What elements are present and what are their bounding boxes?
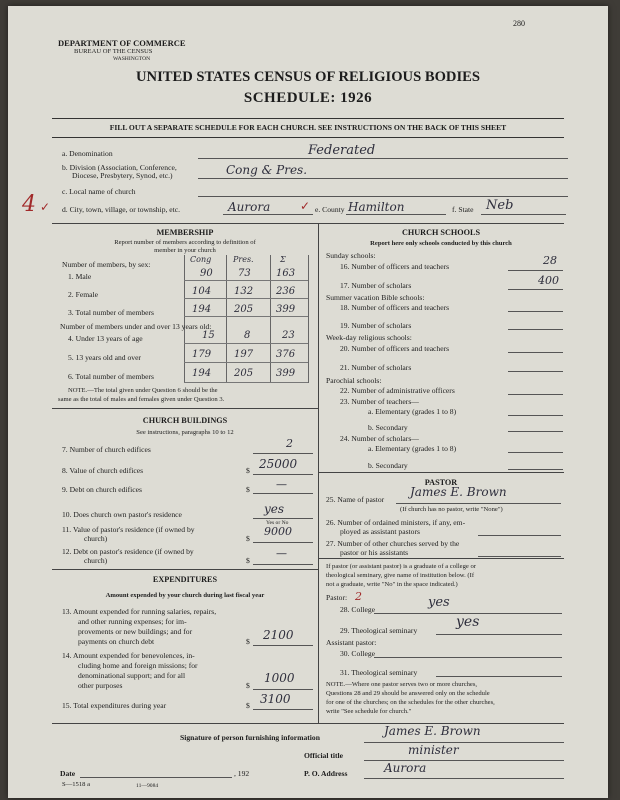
q15-label: 15. Total expenditures during year [62, 701, 167, 710]
county-label: e. County [315, 205, 345, 214]
denomination-label: a. Denomination [62, 149, 113, 158]
q25-value: James E. Brown [410, 485, 507, 499]
q14-dollar: $ [246, 681, 250, 690]
signature-value: James E. Brown [384, 724, 481, 738]
col-pres-header: Pres. [233, 255, 254, 264]
q17-label: 17. Number of scholars [340, 281, 412, 290]
q24-label: 24. Number of scholars— [340, 434, 419, 443]
age-line-label: Number of members under and over 13 years old: [60, 322, 212, 331]
q12-label: 12. Debt on pastor's residence (if owned by [62, 547, 194, 556]
q21-label: 21. Number of scholars [340, 363, 412, 372]
q10-value: yes [264, 502, 285, 516]
parochial-schools-label: Parochial schools: [326, 376, 382, 385]
q5-label: 5. 13 years old and over [68, 353, 141, 362]
q7-value: 2 [286, 437, 293, 450]
bureau: BUREAU OF THE CENSUS [74, 48, 153, 55]
q11-label-2: church) [84, 534, 108, 543]
graduate-instruction-2: theological seminary, give name of institution below. (If [326, 572, 475, 579]
q14-value: 1000 [264, 671, 295, 685]
q2-pres: 132 [234, 286, 254, 297]
q2-label: 2. Female [68, 290, 98, 299]
pastor-note-4: write "See schedule for church." [326, 708, 412, 715]
denomination-value: Federated [308, 143, 376, 158]
q11-label: 11. Value of pastor's residence (if owned by [62, 525, 195, 534]
q13-line-3: provements or new buildings; and for [78, 627, 193, 636]
q10-label: 10. Does church own pastor's residence [62, 510, 182, 519]
q28-value: yes [428, 595, 450, 610]
q14-line-2: cluding home and foreign missions; for [78, 661, 198, 670]
date-label: Date [60, 769, 76, 778]
membership-heading: MEMBERSHIP [156, 228, 214, 237]
q26-label: 26. Number of ordained ministers, if any, em- [326, 518, 466, 527]
city-label: d. City, town, village, or township, etc. [62, 205, 181, 214]
checkmark-icon: ✓ [300, 199, 311, 213]
yes-no-hint: Yes or No [266, 520, 289, 526]
q14-line-1: 14. Amount expended for benevolences, in- [62, 651, 195, 660]
summer-schools-label: Summer vacation Bible schools: [326, 293, 425, 302]
q2-total: 236 [276, 286, 296, 297]
membership-intro-2: member in your church [154, 247, 216, 254]
pastor-mark: 2 [355, 590, 362, 603]
local-name-label: c. Local name of church [62, 187, 136, 196]
col-cong-header: Cong [190, 255, 212, 264]
buildings-heading: CHURCH BUILDINGS [142, 416, 228, 425]
pastor-note: NOTE.—Where one pastor serves two or more churches, [326, 681, 478, 688]
sunday-schools-label: Sunday schools: [326, 251, 376, 260]
instruction-line: FILL OUT A SEPARATE SCHEDULE FOR EACH CHURCH. SEE INSTRUCTIONS ON THE BACK OF THIS SHEET [109, 123, 507, 132]
graduate-instruction-3: not a graduate, write "No" in the space indicated.) [326, 581, 458, 588]
q5-pres: 197 [234, 349, 254, 360]
signature-label: Signature of person furnishing information [180, 733, 320, 742]
pastor-note-3: for one of the churches; on the schedules for the other churches, [326, 699, 495, 706]
q1-pres: 73 [238, 268, 251, 279]
membership-note-2: same as the total of males and females given under Question 3. [58, 396, 225, 403]
q13-line-4: payments on church debt [78, 637, 155, 646]
q25-label: 25. Name of pastor [326, 495, 385, 504]
by-sex-label: Number of members, by sex: [62, 260, 151, 269]
q3-total: 399 [276, 304, 296, 315]
q8-dollar: $ [246, 466, 250, 475]
col-total-header: Σ [280, 255, 286, 264]
q8-value: 25000 [259, 457, 298, 471]
q16-value: 28 [543, 254, 557, 267]
q8-label: 8. Value of church edifices [62, 466, 144, 475]
q25-note: (If church has no pastor, write "None") [400, 506, 503, 513]
q13-line-2: and other running expenses; for im- [78, 617, 187, 626]
q4-pres: 8 [244, 330, 251, 341]
q23b-label: b. Secondary [368, 423, 408, 432]
schools-intro: Report here only schools conducted by this church [370, 240, 512, 247]
q19-label: 19. Number of scholars [340, 321, 412, 330]
q1-total: 163 [276, 268, 296, 279]
expenditures-sub: Amount expended by your church during last fiscal year [105, 592, 265, 599]
q30-label: 30. College [340, 649, 376, 658]
q29-label: 29. Theological seminary [340, 626, 418, 635]
graduate-instruction: If pastor (or assistant pastor) is a graduate of a college or [326, 563, 476, 570]
q2-cong: 104 [192, 286, 212, 297]
city-value: Aurora [228, 200, 271, 214]
q6-pres: 205 [234, 368, 254, 379]
division-value: Cong & Pres. [226, 163, 308, 177]
q11-value: 9000 [264, 525, 292, 538]
address-label: P. O. Address [304, 769, 348, 778]
q13-dollar: $ [246, 637, 250, 646]
q18-label: 18. Number of officers and teachers [340, 303, 450, 312]
q24b-label: b. Secondary [368, 461, 408, 470]
expenditures-heading: EXPENDITURES [152, 575, 218, 584]
membership-intro: Report number of members according to definition of [114, 239, 256, 246]
buildings-sub: See instructions, paragraphs 10 to 12 [136, 429, 234, 436]
department: DEPARTMENT OF COMMERCE [58, 38, 186, 48]
membership-note: NOTE.—The total given under Question 6 should be the [68, 387, 218, 394]
q24a-label: a. Elementary (grades 1 to 8) [368, 444, 457, 453]
q11-dollar: $ [246, 534, 250, 543]
q22-label: 22. Number of administrative officers [340, 386, 455, 395]
county-value: Hamilton [348, 200, 405, 214]
division-label-2: Diocese, Presbytery, Synod, etc.) [72, 171, 173, 180]
q3-pres: 205 [234, 304, 254, 315]
address-value: Aurora [384, 761, 427, 775]
q28-label: 28. College [340, 605, 376, 614]
q3-cong: 194 [192, 304, 212, 315]
form-title: UNITED STATES CENSUS OF RELIGIOUS BODIES [136, 69, 480, 85]
q17-value: 400 [538, 274, 559, 287]
q26-label-2: ployed as assistant pastors [340, 527, 420, 536]
q15-dollar: $ [246, 701, 250, 710]
q1-cong: 90 [200, 268, 213, 279]
pastor-subheading: Pastor: [326, 593, 348, 602]
official-title-value: minister [408, 743, 459, 757]
page-number: 280 [513, 19, 525, 28]
census-schedule-page [8, 6, 608, 798]
q14-line-4: other purposes [78, 681, 123, 690]
q15-value: 3100 [260, 692, 291, 706]
q4-label: 4. Under 13 years of age [68, 334, 143, 343]
date-year: , 192 [234, 769, 250, 778]
q3-label: 3. Total number of members [68, 308, 155, 317]
q6-cong: 194 [192, 368, 212, 379]
q6-label: 6. Total number of members [68, 372, 155, 381]
q29-value: yes [456, 614, 480, 630]
state-value: Neb [486, 198, 514, 213]
q20-label: 20. Number of officers and teachers [340, 344, 450, 353]
q7-label: 7. Number of church edifices [62, 445, 151, 454]
q23a-label: a. Elementary (grades 1 to 8) [368, 407, 457, 416]
q9-dollar: $ [246, 485, 250, 494]
q4-total: 23 [282, 330, 295, 341]
official-title-label: Official title [304, 751, 344, 760]
checkmark-icon: ✓ [40, 200, 51, 214]
q13-line-1: 13. Amount expended for running salaries, repairs, [62, 607, 217, 616]
q4-cong: 15 [202, 330, 215, 341]
q12-dollar: $ [246, 556, 250, 565]
q1-label: 1. Male [68, 272, 92, 281]
q31-label: 31. Theological seminary [340, 668, 418, 677]
schedule-title: SCHEDULE: 1926 [243, 90, 373, 106]
assistant-subheading: Assistant pastor: [326, 638, 377, 647]
margin-mark: 4 [22, 192, 36, 217]
q5-cong: 179 [192, 349, 212, 360]
q12-value: — [276, 547, 287, 560]
pastor-heading: PASTOR [424, 478, 458, 487]
print-number: 11—9084 [136, 783, 159, 789]
q12-label-2: church) [84, 556, 108, 565]
weekday-schools-label: Week-day religious schools: [326, 333, 412, 342]
division-label: b. Division (Association, Conference, [62, 163, 177, 172]
q27-label: 27. Number of other churches served by the [326, 539, 460, 548]
q9-value: — [276, 478, 287, 491]
q13-value: 2100 [263, 628, 294, 642]
pastor-note-2: Questions 28 and 29 should be answered only on the schedule [326, 690, 490, 697]
schools-heading: CHURCH SCHOOLS [401, 228, 481, 237]
q9-label: 9. Debt on church edifices [62, 485, 142, 494]
q5-total: 376 [276, 349, 296, 360]
state-label: f. State [452, 205, 474, 214]
q14-line-3: denominational support; and for all [78, 671, 186, 680]
q23-label: 23. Number of teachers— [340, 397, 419, 406]
department-city: WASHINGTON [113, 56, 151, 62]
q16-label: 16. Number of officers and teachers [340, 262, 450, 271]
form-number: S—1518 a [62, 781, 91, 788]
q6-total: 399 [276, 368, 296, 379]
q27-label-2: pastor or his assistants [340, 548, 409, 557]
